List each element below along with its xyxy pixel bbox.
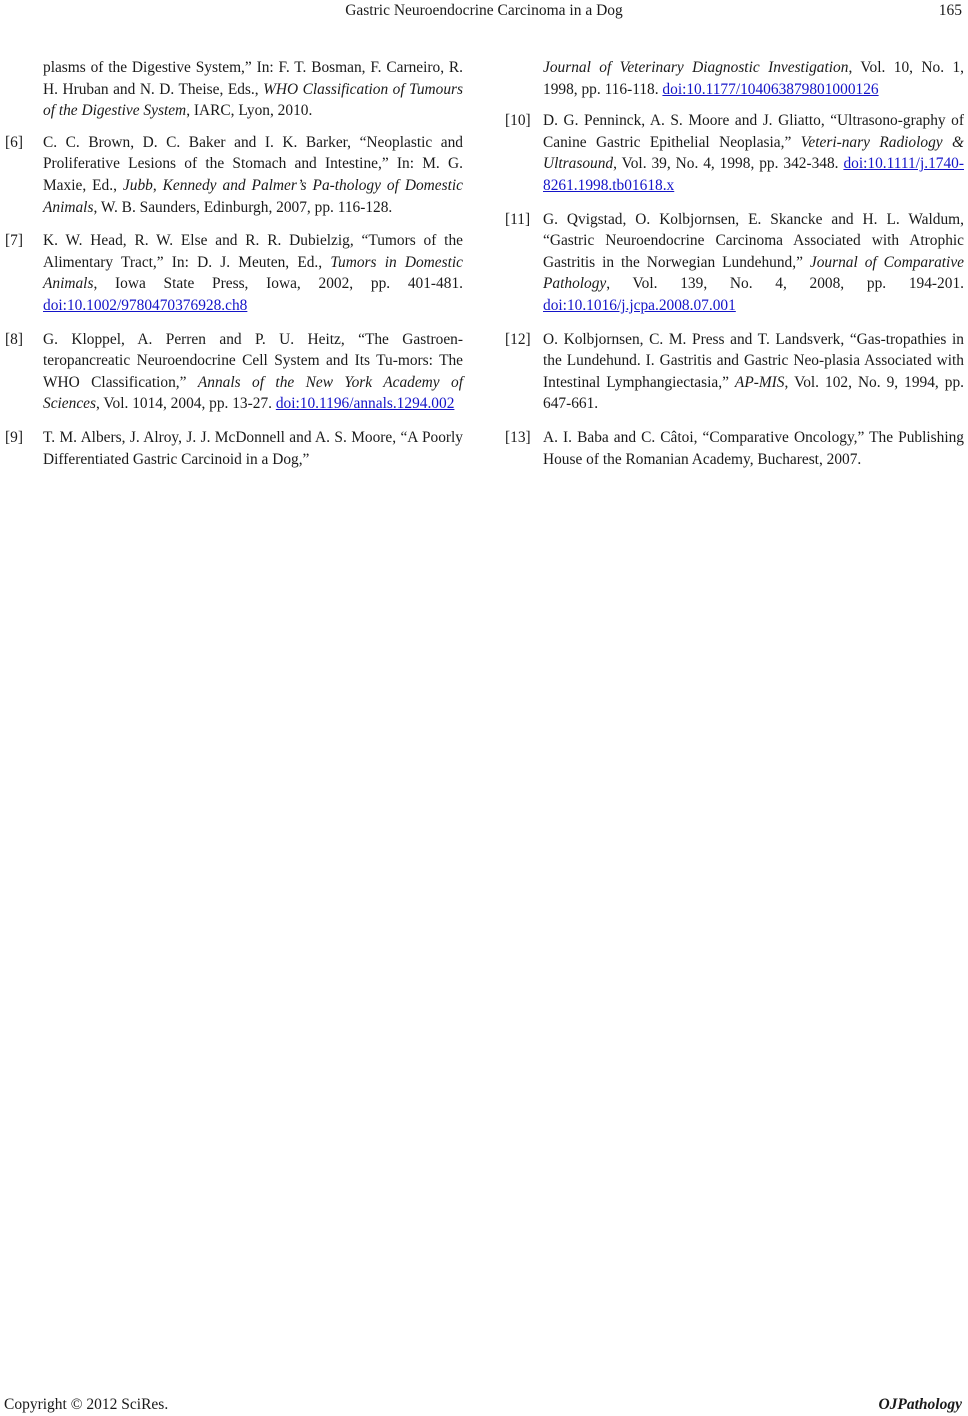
ref-text: , Vol. 102, No. 9, 1994, pp. 647-661. (543, 373, 964, 413)
ref-source-title: Veteri-nary Radiology & Ultrasound (543, 133, 964, 173)
page-number: 165 (938, 2, 962, 19)
ref-text: , Vol. 1014, 2004, pp. 13-27. (95, 395, 276, 413)
reference-continuation-right (505, 57, 964, 100)
ref-text: G. Kloppel, A. Perren and P. U. Heitz, “The Gastroen-teropancreatic Neuroendocrine Cell System and Its Tu-mors: The WHO Classification,” (43, 330, 463, 391)
reference-6 (5, 132, 463, 218)
reference-12 (505, 329, 964, 415)
ref-number: [12] (505, 330, 531, 348)
ref-number: [9] (5, 428, 23, 446)
ref-source-title: WHO Classification of Tumours of the Digestive System (43, 80, 463, 120)
ref-text: , Vol. 139, No. 4, 2008, pp. 194-201. (606, 275, 964, 293)
ref-number: [8] (5, 330, 23, 348)
doi-link[interactable]: doi:10.1196/annals.1294.002 (275, 395, 455, 413)
ref-text: , IARC, Lyon, 2010. (186, 102, 313, 120)
ref-text: , Vol. 39, No. 4, 1998, pp. 342-348. (613, 155, 844, 173)
doi-link[interactable]: doi:10.1016/j.jcpa.2008.07.001 (543, 296, 736, 314)
ref-source-title: Tumors in Domestic Animals (43, 253, 463, 293)
reference-13 (505, 427, 964, 470)
ref-number: [6] (5, 133, 23, 151)
ref-source-title: Journal of Veterinary Diagnostic Investigation (543, 59, 849, 76)
ref-source-title: Kennedy and Palmer’s Pa-thology of Domestic Animals (43, 176, 463, 216)
ref-text: G. Qvigstad, O. Kolbjornsen, E. Skancke and H. L. Waldum, “Gastric Neuroendocrine Carcinoma Associated with Atrophic Gastritis in the Norwegian Lundehund,” (543, 210, 964, 271)
reference-continuation-left (5, 57, 463, 122)
doi-link[interactable]: doi:10.1002/9780470376928.ch8 (43, 296, 248, 314)
ref-text: , (152, 176, 163, 194)
footer-journal-name: OJPathology (878, 1396, 962, 1413)
footer-copyright: Copyright © 2012 SciRes. (4, 1396, 169, 1413)
ref-text: D. G. Penninck, A. S. Moore and J. Gliatto, “Ultrasono-graphy of Canine Gastric Epithelial Neoplasia,” (543, 112, 964, 151)
ref-text: O. Kolbjornsen, C. M. Press and T. Landsverk, “Gas-tropathies in the Lundehund. I. Gastritis and Gastric Neo-plasia Associated with Intestinal Lymphangiectasia,” (543, 330, 964, 391)
ref-text: T. M. Albers, J. Alroy, J. J. McDonnell and A. S. Moore, “A Poorly Differentiated Gastric Carcinoid in a Dog,” (43, 428, 463, 468)
reference-column-right (505, 57, 964, 482)
doi-link[interactable]: doi:10.1177/104063879801000126 (662, 80, 879, 98)
ref-number: [13] (505, 428, 531, 446)
ref-text: , Vol. 10, No. 1, 1998, pp. 116-118. (543, 59, 964, 98)
ref-source-title: Journal of Comparative Pathology (543, 253, 964, 293)
ref-source-title: Annals of the New York Academy of Sciences (43, 373, 463, 413)
reference-column-left (5, 57, 463, 482)
reference-7 (5, 230, 463, 316)
ref-number: [7] (5, 232, 23, 250)
ref-source-title: AP-MIS (734, 373, 785, 391)
ref-text: K. W. Head, R. W. Else and R. R. Dubielzig, “Tumors of the Alimentary Tract,” In: D. J. Meuten, Ed., (43, 232, 463, 271)
ref-text: A. I. Baba and C. Câtoi, “Comparative Oncology,” The Publishing House of the Romanian Academy, Bucharest, 2007. (543, 428, 964, 468)
doi-link[interactable]: doi:10.1111/j.1740-8261.1998.tb01618.x (543, 155, 964, 194)
ref-number: [11] (505, 210, 531, 228)
reference-11 (505, 209, 964, 317)
ref-source-title: Jubb (122, 176, 153, 194)
reference-10 (505, 110, 964, 196)
running-title: Gastric Neuroendocrine Carcinoma in a Dog (345, 2, 623, 19)
ref-text: C. C. Brown, D. C. Baker and I. K. Barker, “Neoplastic and Proliferative Lesions of the Stomach and Intestine,” In: M. G. Maxie, Ed., (43, 133, 463, 194)
ref-text: , W. B. Saunders, Edinburgh, 2007, pp. 116-128. (93, 198, 393, 216)
ref-text: plasms of the Digestive System,” In: F. T. Bosman, F. Carneiro, R. H. Hruban and N. D. Theise, Eds., (43, 59, 463, 98)
reference-9 (5, 427, 463, 470)
ref-text: , Iowa State Press, Iowa, 2002, pp. 401-481. (93, 275, 463, 293)
reference-8 (5, 329, 463, 415)
ref-number: [10] (505, 112, 531, 130)
